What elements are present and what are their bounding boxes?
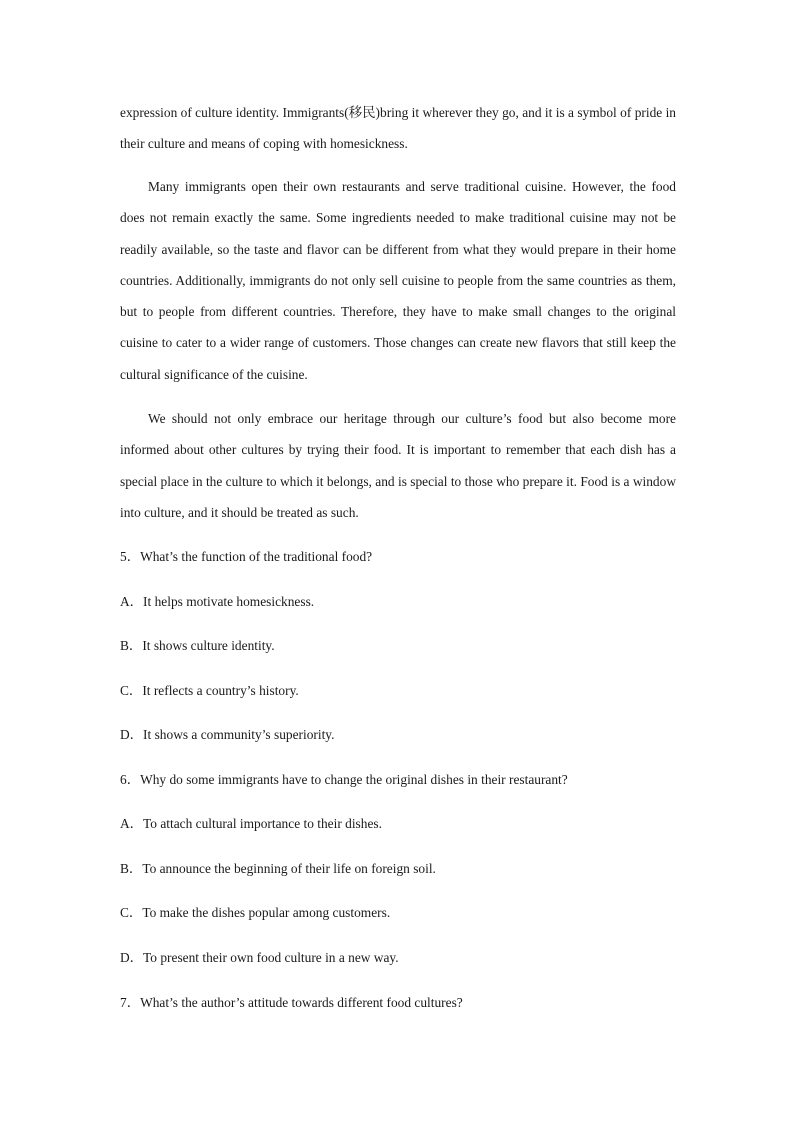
question-6-stem: 6．Why do some immigrants have to change the original dishes in their restaurant? — [120, 772, 568, 787]
passage-paragraph-3: We should not only embrace our heritage through our culture’s food but also become more informed about other cultures by trying their food. It is important to remember that each dish has a special place in the culture to which it belongs, and is special to those who prepare it. Food is a window into culture, and it should be treated as such. — [120, 411, 676, 520]
question-6-option-b: B．To announce the beginning of their life on foreign soil. — [120, 861, 436, 876]
question-6-option-a: A．To attach cultural importance to their dishes. — [120, 816, 382, 831]
question-5-option-a: A．It helps motivate homesickness. — [120, 594, 315, 609]
question-7-stem: 7．What’s the author’s attitude towards different food cultures? — [120, 995, 463, 1010]
question-6-option-c: C．To make the dishes popular among customers. — [120, 905, 391, 920]
passage-paragraph-2: Many immigrants open their own restaurants and serve traditional cuisine. However, the food does not remain exactly the same. Some ingredients needed to make traditional cuisine may not be readily available, so the taste and flavor can be different from what they would prepare in their home countries. Additionally, immigrants do not only sell cuisine to people from the same countries as them, but to people from different countries. Therefore, they have to make small changes to the original cuisine to cater to a wider range of customers. Those changes can create new flavors that still keep the cultural significance of the cuisine. — [120, 179, 676, 382]
question-6-option-d: D．To present their own food culture in a new way. — [120, 950, 399, 965]
question-5-stem: 5．What’s the function of the traditional food? — [120, 549, 373, 564]
question-5-option-b: B．It shows culture identity. — [120, 638, 275, 653]
passage-paragraph-1: expression of culture identity. Immigrants(移民)bring it wherever they go, and it is a symbol of pride in their culture and means of coping with homesickness. — [120, 105, 676, 152]
question-5-option-d: D．It shows a community’s superiority. — [120, 727, 335, 742]
question-5-option-c: C．It reflects a country’s history. — [120, 683, 299, 698]
